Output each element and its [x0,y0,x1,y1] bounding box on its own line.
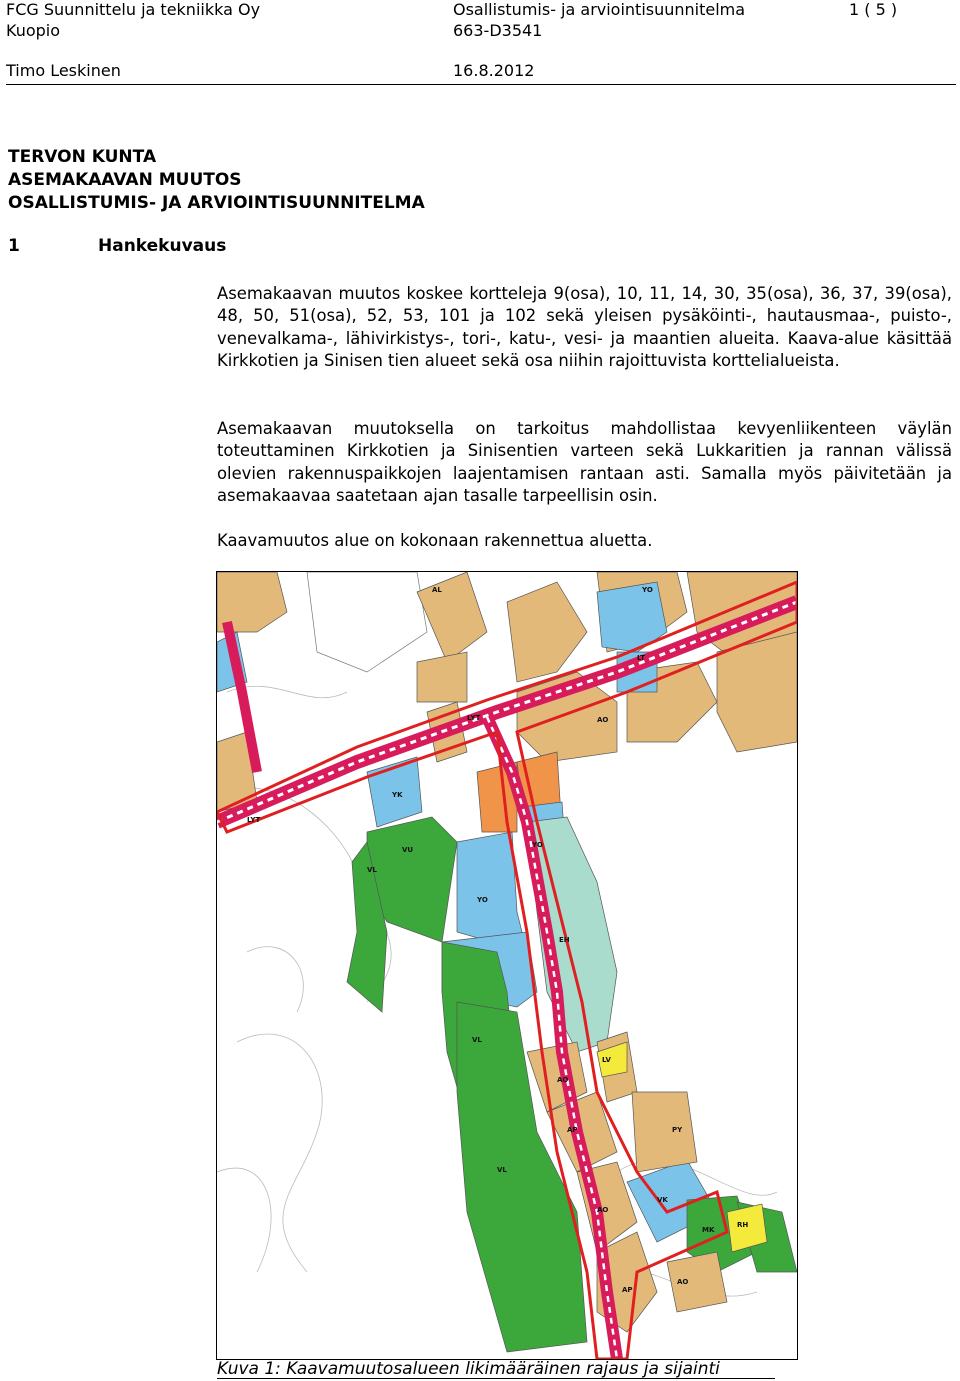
zone-label: AO [597,1206,609,1214]
zone-label: LT [637,654,646,662]
paragraph-3: Kaavamuutos alue on kokonaan rakennettua aluetta. [217,531,653,550]
zone-label: RH [737,1221,749,1229]
section-title: Hankekuvaus [98,236,227,256]
zone-label: AO [597,716,609,724]
zone-label: LYT [247,816,261,824]
caption-underline [217,1378,775,1379]
zone-label: VU [402,846,414,854]
zone-label: LYT [467,714,481,722]
zone-label: MK [702,1226,715,1234]
zone-label: AP [622,1286,633,1294]
zone-label: PY [672,1126,683,1134]
title-line-2: ASEMAKAAVAN MUUTOS [8,170,242,190]
zone-label: AO [557,1076,569,1084]
header-doc-title: Osallistumis- ja arviointisuunnitelma [453,0,746,19]
zone-label: VL [367,866,377,874]
zone-label: YO [532,841,543,849]
header-date: 16.8.2012 [453,61,535,80]
zone-label: YK [392,791,403,799]
zoning-map [216,571,798,1360]
zone-label: LV [602,1056,611,1064]
zone-label: AL [432,586,442,594]
zone-label: VK [657,1196,668,1204]
header-doc-number: 663-D3541 [453,21,543,40]
zone-label: VL [497,1166,507,1174]
title-line-3: OSALLISTUMIS- JA ARVIOINTISUUNNITELMA [8,193,425,213]
title-line-1: TERVON KUNTA [8,147,157,167]
header-author: Timo Leskinen [6,61,121,80]
paragraph-1: Asemakaavan muutos koskee kortteleja 9(osa), 10, 11, 14, 30, 35(osa), 36, 37, 39(osa), 48, 50, 51(osa), 52, 53, 101 ja 102 sekä yleisen pysäköinti-, hautausmaa-, puisto-, venevalkama-, lähivirkistys-, tori-, katu-, vesi- ja maantien alueita. Kaava-alue käsittää Kirkkotien ja Sinisen tien alueet sekä osa niihin rajoittuvista korttelialueista. [217,284,952,371]
zone-label: EH [559,936,570,944]
section-number: 1 [8,236,20,256]
zone-label: AO [677,1278,689,1286]
zone-label: YO [477,896,488,904]
header-location: Kuopio [6,21,61,40]
header-page-number: 1 ( 5 ) [849,0,898,19]
zone-label: VL [472,1036,482,1044]
header-company: FCG Suunnittelu ja tekniikka Oy [6,0,261,19]
zone-label: AP [567,1126,578,1134]
figure-caption: Kuva 1: Kaavamuutosalueen likimääräinen rajaus ja sijainti [217,1359,720,1379]
cemetery-zone [527,817,617,1052]
header-rule [6,84,956,85]
paragraph-2: Asemakaavan muutoksella on tarkoitus mahdollistaa kevyenliikenteen väylän toteuttaminen Kirkkotien ja Sinisentien varteen sekä Lukkaritien ja rannan välissä olevien rakennuspaikkojen laajentamisen rantaan asti. Samalla myös päivitetään ja asemakaavaa saatetaan ajan tasalle tarpeellisin osin. [217,419,952,506]
zone-label: YO [642,586,653,594]
